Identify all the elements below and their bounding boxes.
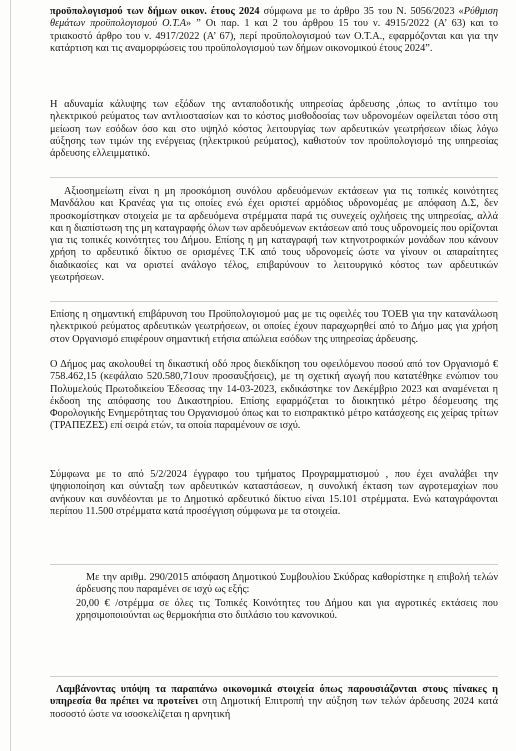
law-title-italic: Ρύθμιση θεμάτων προϋπολογισμού Ο.Τ.Α [50,6,498,30]
proposal-bold-lead: Λαμβάνοντας υπόψη τα παραπάνω οικονομικά στοιχεία όπως παρουσιάζονται στους πίνακες η υπηρεσία θα πρέπει να προτείνει [50,684,498,708]
section-divider [50,301,498,302]
section-divider [50,676,498,677]
paragraph-proposal: Λαμβάνοντας υπόψη τα παραπάνω οικονομικά στοιχεία όπως παρουσιάζονται στους πίνακες η υπηρεσία θα πρέπει να προτείνει στη Δημοτική Επιτροπή την αύξηση των τελών άρδευσης 2024 κατά ποσοστό ώστε να ισοσκελίζεται η αρνητική [50,684,499,720]
paragraph-irrigation-extent: Σύμφωνα με το από 5/2/2024 έγγραφο του τμήματος Προγραμματισμού , που έχει αναλάβει την ψηφιοποίηση και σύνταξη των αρδευτικών καταστάσεων, η συνολική έκταση των αγροτεμαχίων που ανήκουν και συνδέονται με το Δημοτικό αρδευτικό δίκτυο είναι 15.101 στρέμματα. Ενώ καταγράφονται περίπου 11.500 στρέμματα κατά προσέγγιση σύμφωνα με τα στοιχεία. [50,469,498,517]
section-divider [50,564,498,565]
budget-law-bold-lead: προϋπολογισμού των δήμων οικον. έτους 2024 [50,6,260,17]
scan-left-edge [10,0,11,751]
paragraph-irrigated-areas: Αξιοσημείωτη είναι η μη προσκόμιση συνόλου αρδευόμενων εκτάσεων για τις τοπικές κοινότητες Μανδάλου και Κρανέας για τις οποίες ενώ έχει οριστεί αρμόδιος υδρονομέας με απόφαση Δ.Σ, δεν προσκομίστηκαν στοιχεία με τα αρδευόμενα στρέμματα παρά τις συνεχείς οχλήσεις της υπηρεσίας, αλλά και η διαπίστωση της μη καταγραφής όλων των αρδευόμενων εκτάσεων από τους υδρονομείς που ορίζονται για τις τοπικές κοινότητες του Δήμου. Επίσης η μη καταγραφή των κτηνοτροφικών μονάδων που κάνουν χρήση το αρδευτικό δίκτυο σε ορισμένες Τ.Κ από τους υδρονομείς ώστε να γίνουν οι απαραίτητες διαδικασίες και να οριστεί ανάλογο τέλος, επιβαρύνουν το λειτουργικό κόστος των αρδευτικών γεωτρήσεων. [50,186,498,284]
paragraph-legal-action: Ο Δήμος μας ακολουθεί τη δικαστική οδό προς διεκδίκηση του οφειλόμενου ποσού από τον Οργανισμό € 758.462,15 (κεφάλαιο 520.580,71συν προσαυξήσεις), με τη σχετική αγωγή που κατατέθηκε ενώπιον του Πολυμελούς Πρωτοδικείου Έδεσσας την 14-03-2023, εκδικάστηκε τον Δεκέμβριο 2023 και αναμένεται η έκδοση της απόφασης του Δικαστηρίου. Επίσης εφαρμόζεται το διοικητικό μέτρο δέσμευσης της Φορολογικής Ενημερότητας του Οργανισμού όπως και το εισπρακτικό μέτρο κατάσχεσης εις χείρας τρίτων (ΤΡΑΠΕΖΕΣ) επί σειρά ετών, τα οποία παραμένουν σε ισχύ. [50,359,498,432]
paragraph-council-decision: Με την αριθμ. 290/2015 απόφαση Δημοτικού Συμβουλίου Σκύδρας καθορίστηκε η επιβολή τελών άρδευσης που παραμένει σε ισχύ ως εξής: [76,572,498,596]
paragraph-toeb-debts: Επίσης η σημαντική επιβάρυνση του Προϋπολογισμού μας με τις οφειλές του ΤΟΕΒ για την κατανάλωση ηλεκτρικού ρεύματος αρδευτικών γεωτρήσεων, οι οποίες έχουν παραχωρηθεί από το Δήμο μας για χρήση στον Οργανισμό επιφέρουν σημαντική ετήσια απώλεια εσόδων της υπηρεσίας άρδευσης. [50,309,498,345]
paragraph-fee-rate: 20,00 € /στρέμμα σε όλες τις Τοπικές Κοινότητες του Δήμου και για αγροτικές εκτάσεις που χρησιμοποιούνται ως θερμοκήπια στο διπλάσιο του κανονικού. [76,598,498,622]
paragraph-budget-law: προϋπολογισμού των δήμων οικον. έτους 2024 σύμφωνα με το άρθρο 35 του Ν. 5056/2023 «Ρύθμιση θεμάτων προϋπολογισμού Ο.Τ.Α» ” Οι παρ. 1 και 2 του άρθρου 15 του ν. 4915/2022 (Α’ 63) και το τριακοστό άρθρο του ν. 4917/2022 (Α’ 67), περί προϋπολογισμού των Ο.Τ.Α., εφαρμόζονται και για την κατάρτιση και τις αναμορφώσεις του προϋπολογισμού των δήμων οικονομικού έτους 2024”. [50,6,498,54]
paragraph-deficit-causes: Η αδυναμία κάλυψης των εξόδων της ανταποδοτικής υπηρεσίας άρδευσης ,όπως το αντίτιμο του ηλεκτρικού ρεύματος των αντλιοστασίων και το κόστος μισθοδοσίας των υδρονομέων οφείλεται τόσο στη μείωση των εσόδων όσο και στο υψηλό κόστος λειτουργίας των αρδευτικών γεωτρήσεων ιδίως λόγω αύξησης των τιμών της ενέργειας (ηλεκτρικού ρεύματος), καθιστούν τον προϋπολογισμό της υπηρεσίας άρδευσης ελλειμματικό. [50,99,498,160]
section-divider [50,177,498,178]
